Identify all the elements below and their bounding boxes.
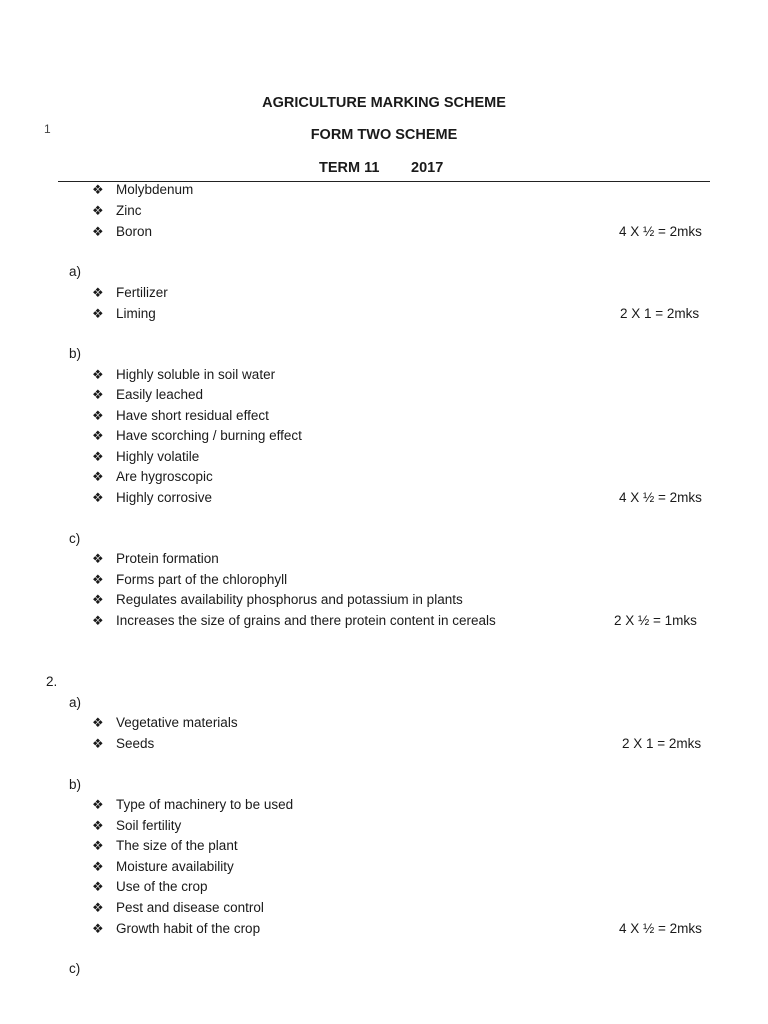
page-marker: 1: [44, 122, 51, 136]
list-item: Use of the crop: [116, 879, 208, 894]
list-item: Have short residual effect: [116, 408, 269, 423]
bullet-icon: ❖: [92, 449, 104, 464]
list-item: The size of the plant: [116, 838, 238, 853]
list-item: Moisture availability: [116, 859, 234, 874]
bullet-icon: ❖: [92, 182, 104, 197]
bullet-icon: ❖: [92, 715, 104, 730]
bullet-icon: ❖: [92, 818, 104, 833]
bullet-icon: ❖: [92, 592, 104, 607]
mark-allocation: 4 X ½ = 2mks: [619, 921, 702, 936]
bullet-icon: ❖: [92, 736, 104, 751]
mark-allocation: 2 X ½ = 1mks: [614, 613, 697, 628]
subquestion-label: a): [69, 264, 82, 279]
mark-allocation: 4 X ½ = 2mks: [619, 490, 702, 505]
subquestion-label: a): [69, 695, 82, 710]
list-item: Regulates availability phosphorus and potassium in plants: [116, 592, 463, 607]
list-item: Are hygroscopic: [116, 469, 213, 484]
list-item: Forms part of the chlorophyll: [116, 572, 288, 587]
bullet-icon: ❖: [92, 469, 104, 484]
bullet-icon: ❖: [92, 408, 104, 423]
list-item: Highly volatile: [116, 449, 200, 464]
list-item: Vegetative materials: [116, 715, 238, 730]
list-item: Have scorching / burning effect: [116, 428, 302, 443]
list-item: Fertilizer: [116, 285, 168, 300]
question-number: 2.: [46, 674, 58, 689]
list-item: Liming: [116, 306, 156, 321]
list-item: Pest and disease control: [116, 900, 264, 915]
mark-allocation: 2 X 1 = 2mks: [622, 736, 702, 751]
bullet-icon: ❖: [92, 387, 104, 402]
list-item: Protein formation: [116, 551, 219, 566]
bullet-icon: ❖: [92, 306, 104, 321]
mark-allocation: 2 X 1 = 2mks: [620, 306, 700, 321]
term-label: TERM 11: [319, 160, 380, 176]
bullet-icon: ❖: [92, 224, 104, 239]
bullet-icon: ❖: [92, 551, 104, 566]
bullet-icon: ❖: [92, 613, 104, 628]
subquestion-label: c): [69, 531, 81, 546]
bullet-icon: ❖: [92, 367, 104, 382]
list-item: Zinc: [116, 203, 142, 218]
list-item: Type of machinery to be used: [116, 797, 294, 812]
bullet-icon: ❖: [92, 203, 104, 218]
list-item: Growth habit of the crop: [116, 921, 261, 936]
subquestion-label: b): [69, 777, 82, 792]
bullet-icon: ❖: [92, 285, 104, 300]
list-item: Soil fertility: [116, 818, 182, 833]
bullet-icon: ❖: [92, 490, 104, 505]
list-item: Highly soluble in soil water: [116, 367, 276, 382]
list-item: Increases the size of grains and there protein content in cereals: [116, 613, 496, 628]
bullet-icon: ❖: [92, 838, 104, 853]
subquestion-label: b): [69, 346, 82, 361]
subquestion-label: c): [69, 961, 81, 976]
bullet-icon: ❖: [92, 797, 104, 812]
bullet-icon: ❖: [92, 900, 104, 915]
mark-allocation: 4 X ½ = 2mks: [619, 224, 702, 239]
list-item: Boron: [116, 224, 153, 239]
bullet-icon: ❖: [92, 879, 104, 894]
bullet-icon: ❖: [92, 572, 104, 587]
document-title: AGRICULTURE MARKING SCHEME: [262, 95, 506, 111]
year-label: 2017: [411, 160, 444, 176]
bullet-icon: ❖: [92, 859, 104, 874]
document-subtitle: FORM TWO SCHEME: [310, 127, 458, 143]
bullet-icon: ❖: [92, 921, 104, 936]
list-item: Molybdenum: [116, 182, 194, 197]
bullet-icon: ❖: [92, 428, 104, 443]
list-item: Seeds: [116, 736, 155, 751]
list-item: Easily leached: [116, 387, 204, 402]
list-item: Highly corrosive: [116, 490, 213, 505]
